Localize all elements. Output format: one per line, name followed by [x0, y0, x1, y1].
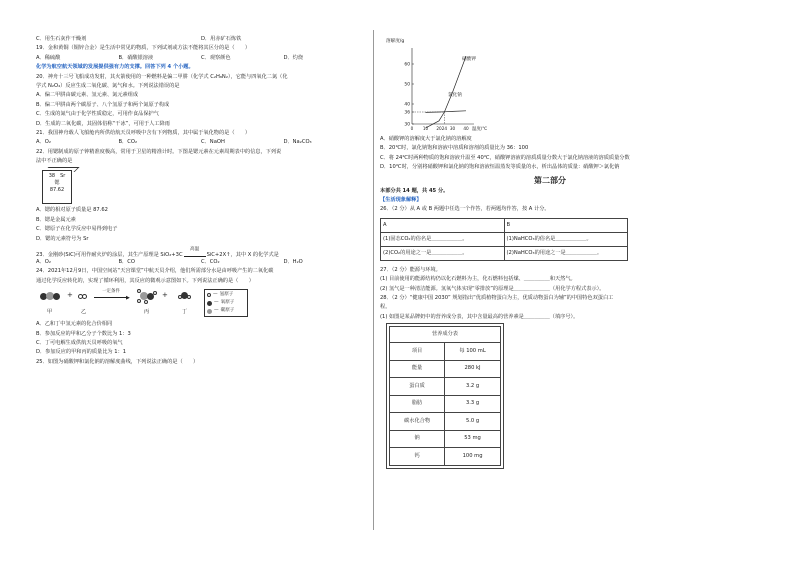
option: C．锶原子在化学反应中易得到电子 [36, 226, 118, 233]
table-title-row [390, 327, 501, 343]
option: C．丁可电解生成供航天员呼吸的氧气 [36, 339, 123, 346]
hydrogen-atom [82, 294, 87, 299]
y-tick-label: 30 [404, 122, 410, 128]
table-row [381, 232, 628, 246]
hydrogen-atom [187, 295, 191, 299]
y-tick-label: 40 [404, 102, 410, 108]
molecule-label: 丙 [144, 309, 150, 316]
column-divider [373, 30, 374, 530]
table-cell[interactable]: (2)CO₂的用途之一是＿＿＿＿＿＿。 [381, 246, 505, 260]
option: A．锶的相对原子质量是 87.62 [36, 207, 108, 214]
table-cell: 项目 [390, 343, 445, 361]
x-tick-label: 24 [441, 126, 448, 131]
table-cell: 碳水化合物 [390, 413, 445, 431]
question-20-line: 学式 N₂O₄）反应生成二氧化碳、氮气和水。下列说法错误的是 [36, 82, 180, 89]
question-27-line: (1) 目前使用的能源结构仍以化石燃料为主，化石燃料包括煤、＿＿＿＿＿和天然气。 [380, 276, 576, 283]
option: A．硝酸钾的溶解度大于氯化钠的溶解度 [380, 136, 472, 142]
oxygen-atom [207, 301, 212, 306]
option: D．生成的二氧化碳，其固体俗称“干冰”，可用于人工降雨 [36, 120, 170, 127]
x-axis-label: 温度/℃ [472, 127, 488, 132]
hydrogen-atom [207, 293, 211, 297]
q21-options [36, 139, 366, 148]
legend-row [207, 307, 245, 315]
question-19: 19．金和黄铜（铜锌合金）是生活中常见的物质，下列试剂或方法不能将其区分的是（ ） [36, 45, 251, 52]
option: C．用生石灰作干燥剂 [36, 36, 87, 42]
table-header-cell: A [381, 218, 505, 232]
option: B．参加反应的甲和乙分子个数比为 1：3 [36, 330, 131, 337]
section-heading: 【生活现象解释】 [380, 196, 422, 203]
element-mass: 87.62 [49, 186, 65, 193]
legend-label: 碳原子 [220, 308, 235, 314]
reaction-condition: 高温 [189, 247, 200, 253]
table-cell: 100 mg [445, 448, 501, 466]
table-cell: 每 100 mL [445, 343, 501, 361]
table-cell: 钠 [390, 430, 445, 448]
question-24-line: 24．2021年12月9日，中国空间站“天宫课堂”中航天员介绍，他们所需部分水是由呼吸产生的二氧化碳 [36, 268, 274, 275]
option: C．CO₂ [201, 259, 220, 266]
option: D．用赤矿石炼铁 [201, 36, 242, 42]
table-cell[interactable]: (2)NaHCO₃的用途之一是＿＿＿＿＿＿。 [504, 246, 628, 260]
option: C．观察颜色 [201, 54, 231, 61]
arrow-line [94, 297, 128, 298]
molecule-label: 甲 [47, 309, 53, 316]
option: D．锶的元素符号为 Sr [36, 235, 89, 242]
plus-sign: + [162, 291, 168, 300]
option: C．将 24℃时两种物质的饱和溶液升温至 40℃，硝酸钾溶液的溶质质量分数大于氯化钠溶液的溶质质量分数 [380, 154, 630, 161]
table-cell: 蛋白质 [390, 378, 445, 396]
legend-row [207, 299, 245, 307]
molecule-label: 丁 [182, 309, 188, 316]
table-row [381, 246, 628, 260]
question-24-line: 通过化学反应转化的，实现了循环利用，其反应的微观示意图如下。下列说法正确的是（ ） [36, 277, 254, 284]
q23-options [36, 259, 366, 268]
table-cell: 能量 [390, 360, 445, 378]
option: B．CO₂ [118, 139, 138, 146]
question-22-line: 法中不正确的是 [36, 158, 73, 165]
table-row [390, 360, 501, 378]
x-tick-label: 0 [410, 126, 414, 131]
series-line [426, 111, 467, 113]
table-cell: 5.0 g [445, 413, 501, 431]
nutrition-table [389, 326, 501, 466]
table-row [390, 395, 501, 413]
option: B．偏二甲肼由两个碳原子、八个氢原子和两个氮原子构成 [36, 101, 170, 108]
section-info: 本部分共 14 题，共 45 分。 [380, 187, 449, 194]
question-27: 27．（2 分）能源与环境。 [380, 266, 441, 273]
option: A．O₂ [36, 259, 51, 266]
element-card-strontium [42, 170, 72, 204]
question-26: 26．（2 分）从 A 或 B 两题中任选一个作答，若两题均作答，按 A 计分。 [380, 206, 550, 213]
table-row [390, 343, 501, 361]
legend-dash: — [213, 292, 218, 298]
plus-sign: + [67, 291, 73, 300]
arrow-line [184, 256, 206, 257]
table-cell: 280 kJ [445, 360, 501, 378]
table-row [390, 378, 501, 396]
y-tick-label: 60 [404, 62, 410, 68]
element-number-symbol: 38 Sr [48, 173, 66, 180]
option: A．乙和丁中氢元素的化合价相同 [36, 321, 113, 328]
table-row [390, 413, 501, 431]
table-cell: 3.2 g [445, 378, 501, 396]
y-tick-label: 36 [404, 110, 410, 116]
nutrition-title: 营养成分表 [390, 327, 501, 343]
left-column [36, 36, 366, 368]
table-row [390, 430, 501, 448]
question-21: 21．我国神舟载人飞船舱内所供给航天员呼吸中含有下列物质，其中属于氧化物的是（ ） [36, 129, 251, 136]
solubility-chart-svg [384, 36, 488, 136]
table-header-row [381, 218, 628, 232]
legend-dash: — [214, 300, 219, 306]
question-25: 25．如图为硝酸钾和氯化钠的溶解度曲线，下列说法正确的是（ ） [36, 358, 199, 365]
molecule-label: 乙 [81, 309, 87, 316]
table-cell: 53 mg [445, 430, 501, 448]
option: B．硝酸银溶液 [118, 54, 154, 61]
series-label: 氯化钠 [448, 93, 462, 98]
reaction-condition: 一定条件 [102, 289, 120, 295]
series-label: 硝酸钾 [462, 57, 476, 62]
question-22-line: 22．用锶制成的原子钟精准度极高，常用于卫星的精准计时。下图是锶元素在元素周期表中的信息，下列说 [36, 148, 282, 155]
option: D．H₂O [283, 259, 303, 266]
option: A．O₂ [36, 139, 51, 146]
legend-row [207, 291, 245, 299]
group-intro: 化学为航空航天领域的发展提供强有力的支撑。回答下列 4 个小题。 [36, 64, 194, 71]
option: D．Na₂CO₃ [283, 139, 312, 146]
table-cell[interactable]: (1)NaHCO₃的俗名是＿＿＿＿＿＿。 [504, 232, 628, 246]
section-title: 第二部分 [534, 175, 566, 185]
x-tick-label: 20 [436, 126, 442, 131]
oxygen-atom [53, 293, 60, 300]
legend-label: 氢原子 [219, 292, 234, 298]
option: B．CO [118, 259, 135, 266]
x-tick-label: 30 [449, 126, 456, 131]
option: D．参加反应的甲和丙的质量比为 1：1 [36, 349, 127, 356]
element-name: 锶 [54, 180, 60, 187]
legend-dash: — [214, 308, 219, 314]
option: B．20℃时，氯化钠饱和溶液中溶质和溶剂的质量比为 36：100 [380, 145, 529, 152]
q23-text: 23．金刚砂(SiC)可用作耐火炉的涂层，其生产原理是 SiO₂+3C [36, 252, 183, 259]
table-header-cell: B [504, 218, 628, 232]
option: C．生成的氮气由于化学性质稳定，可用作食品保护气 [36, 111, 159, 118]
legend-label: 氧原子 [220, 300, 235, 306]
question-28-line: 程。 [380, 304, 391, 311]
table-cell[interactable]: (1)固态CO₂的俗名是＿＿＿＿＿＿。 [381, 232, 505, 246]
option: B．锶是金属元素 [36, 216, 76, 223]
nutrition-table-box [386, 323, 504, 469]
y-axis-label: 溶解度/g [386, 39, 405, 44]
option: A．偏二甲肼由碳元素、氢元素、氮元素组成 [36, 92, 139, 99]
ab-choice-table [380, 218, 628, 261]
q19-options [36, 55, 366, 64]
hydrogen-atom [144, 300, 148, 304]
carbon-atom [207, 309, 212, 314]
hydrogen-atom [137, 299, 141, 303]
hydrogen-atom [153, 291, 157, 295]
x-tick-label: 40 [463, 126, 469, 131]
option: D．灼烧 [283, 54, 304, 61]
y-tick-label: 50 [404, 82, 410, 88]
arrow-head-icon: ▶ [126, 294, 130, 301]
question-20-line: 20．神舟十三号飞船成功发射，其火箭使用的一种燃料是偏二甲肼（化学式 C₂H₈N₂），它能与四氧化二氮（化 [36, 73, 288, 80]
solubility-chart [384, 36, 488, 136]
table-cell: 3.3 g [445, 395, 501, 413]
option: C．NaOH [201, 139, 225, 146]
q18-options [36, 36, 366, 45]
question-23 [36, 245, 366, 259]
x-tick-label: 10 [422, 126, 429, 131]
table-cell: 钙 [390, 448, 445, 466]
question-27-line: (2) 氢气是一种清洁能源。氢氧气体实现“零排放”的原理是＿＿＿＿＿＿＿（用化学方程式表示）。 [380, 285, 605, 292]
molecule-diagram [36, 287, 366, 321]
option: A．稀硫酸 [36, 54, 61, 61]
question-28-line: 28．（2 分）“健康中国 2030” 规划指出“优质植物蛋白为主，优质动物蛋白为辅”的中国特色双蛋白工 [380, 294, 614, 301]
table-row [390, 448, 501, 466]
q23-text: SiC+2X↑，其中 X 的化学式是 [206, 252, 279, 259]
right-column [380, 36, 720, 469]
option: D．10℃时，分别将硝酸钾和氯化钠的饱和溶液恒温蒸发等质量的水，析出晶体的质量：硝酸钾＞氯化钠 [380, 164, 620, 171]
atom-legend [204, 289, 248, 317]
reaction-arrow [184, 247, 206, 259]
table-cell: 脂肪 [390, 395, 445, 413]
question-28-part1: (1) 如图是某品牌奶中的营养成分表，其中含量最高的营养素是＿＿＿＿＿（填序号）。 [380, 313, 579, 320]
